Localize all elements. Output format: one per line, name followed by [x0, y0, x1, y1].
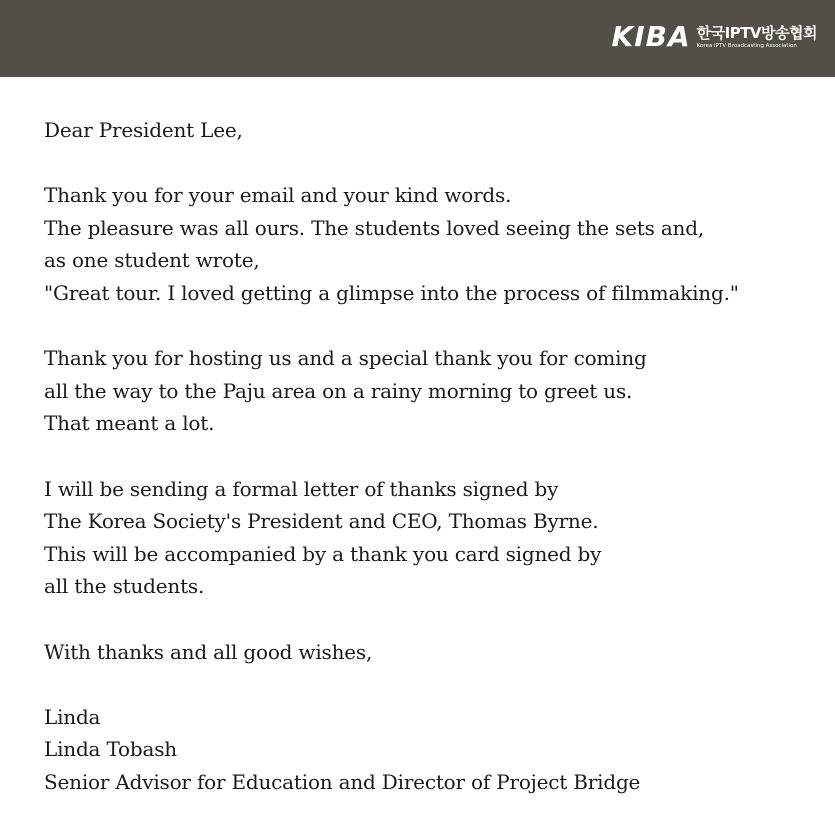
paragraph-line: That meant a lot. [44, 411, 215, 436]
paragraph-line: all the students. [44, 574, 205, 599]
paragraph-line: This will be accompanied by a thank you card signed by [44, 541, 602, 566]
paragraph-line: The Korea Society's President and CEO, Thomas Byrne. [44, 509, 599, 534]
paragraph-3 [44, 473, 824, 603]
letter-body [44, 114, 824, 798]
letter-closing: With thanks and all good wishes, [44, 639, 373, 664]
paragraph-line: Thank you for hosting us and a special thank you for coming [44, 346, 647, 371]
paragraph-spacer [44, 668, 824, 701]
logo-text [697, 25, 817, 50]
signature-first-name: Linda [44, 704, 101, 729]
paragraph-line: as one student wrote, [44, 248, 260, 273]
paragraph-line: all the way to the Paju area on a rainy morning to greet us. [44, 378, 633, 403]
paragraph-1 [44, 179, 824, 309]
paragraph-line: Thank you for your email and your kind words. [44, 183, 512, 208]
logo-korean-name: 한국IPTV방송협회 [696, 23, 817, 42]
logo-mark: KIBA [611, 20, 691, 53]
header-banner [0, 0, 835, 77]
paragraph-spacer [44, 310, 824, 343]
letter-greeting: Dear President Lee, [44, 118, 243, 142]
signature-block [44, 701, 824, 799]
kiba-logo [612, 22, 818, 52]
logo-english-name: Korea IPTV Broadcasting Association [696, 42, 797, 49]
paragraph-line: "Great tour. I loved getting a glimpse into the process of filmmaking." [44, 280, 739, 305]
paragraph-2 [44, 342, 824, 440]
paragraph-spacer [44, 147, 824, 180]
signature-title: Senior Advisor for Education and Director of Project Bridge [44, 769, 641, 794]
signature-full-name: Linda Tobash [44, 737, 177, 762]
paragraph-line: The pleasure was all ours. The students loved seeing the sets and, [44, 215, 704, 240]
paragraph-spacer [44, 603, 824, 636]
paragraph-line: I will be sending a formal letter of thanks signed by [44, 476, 559, 501]
paragraph-spacer [44, 440, 824, 473]
